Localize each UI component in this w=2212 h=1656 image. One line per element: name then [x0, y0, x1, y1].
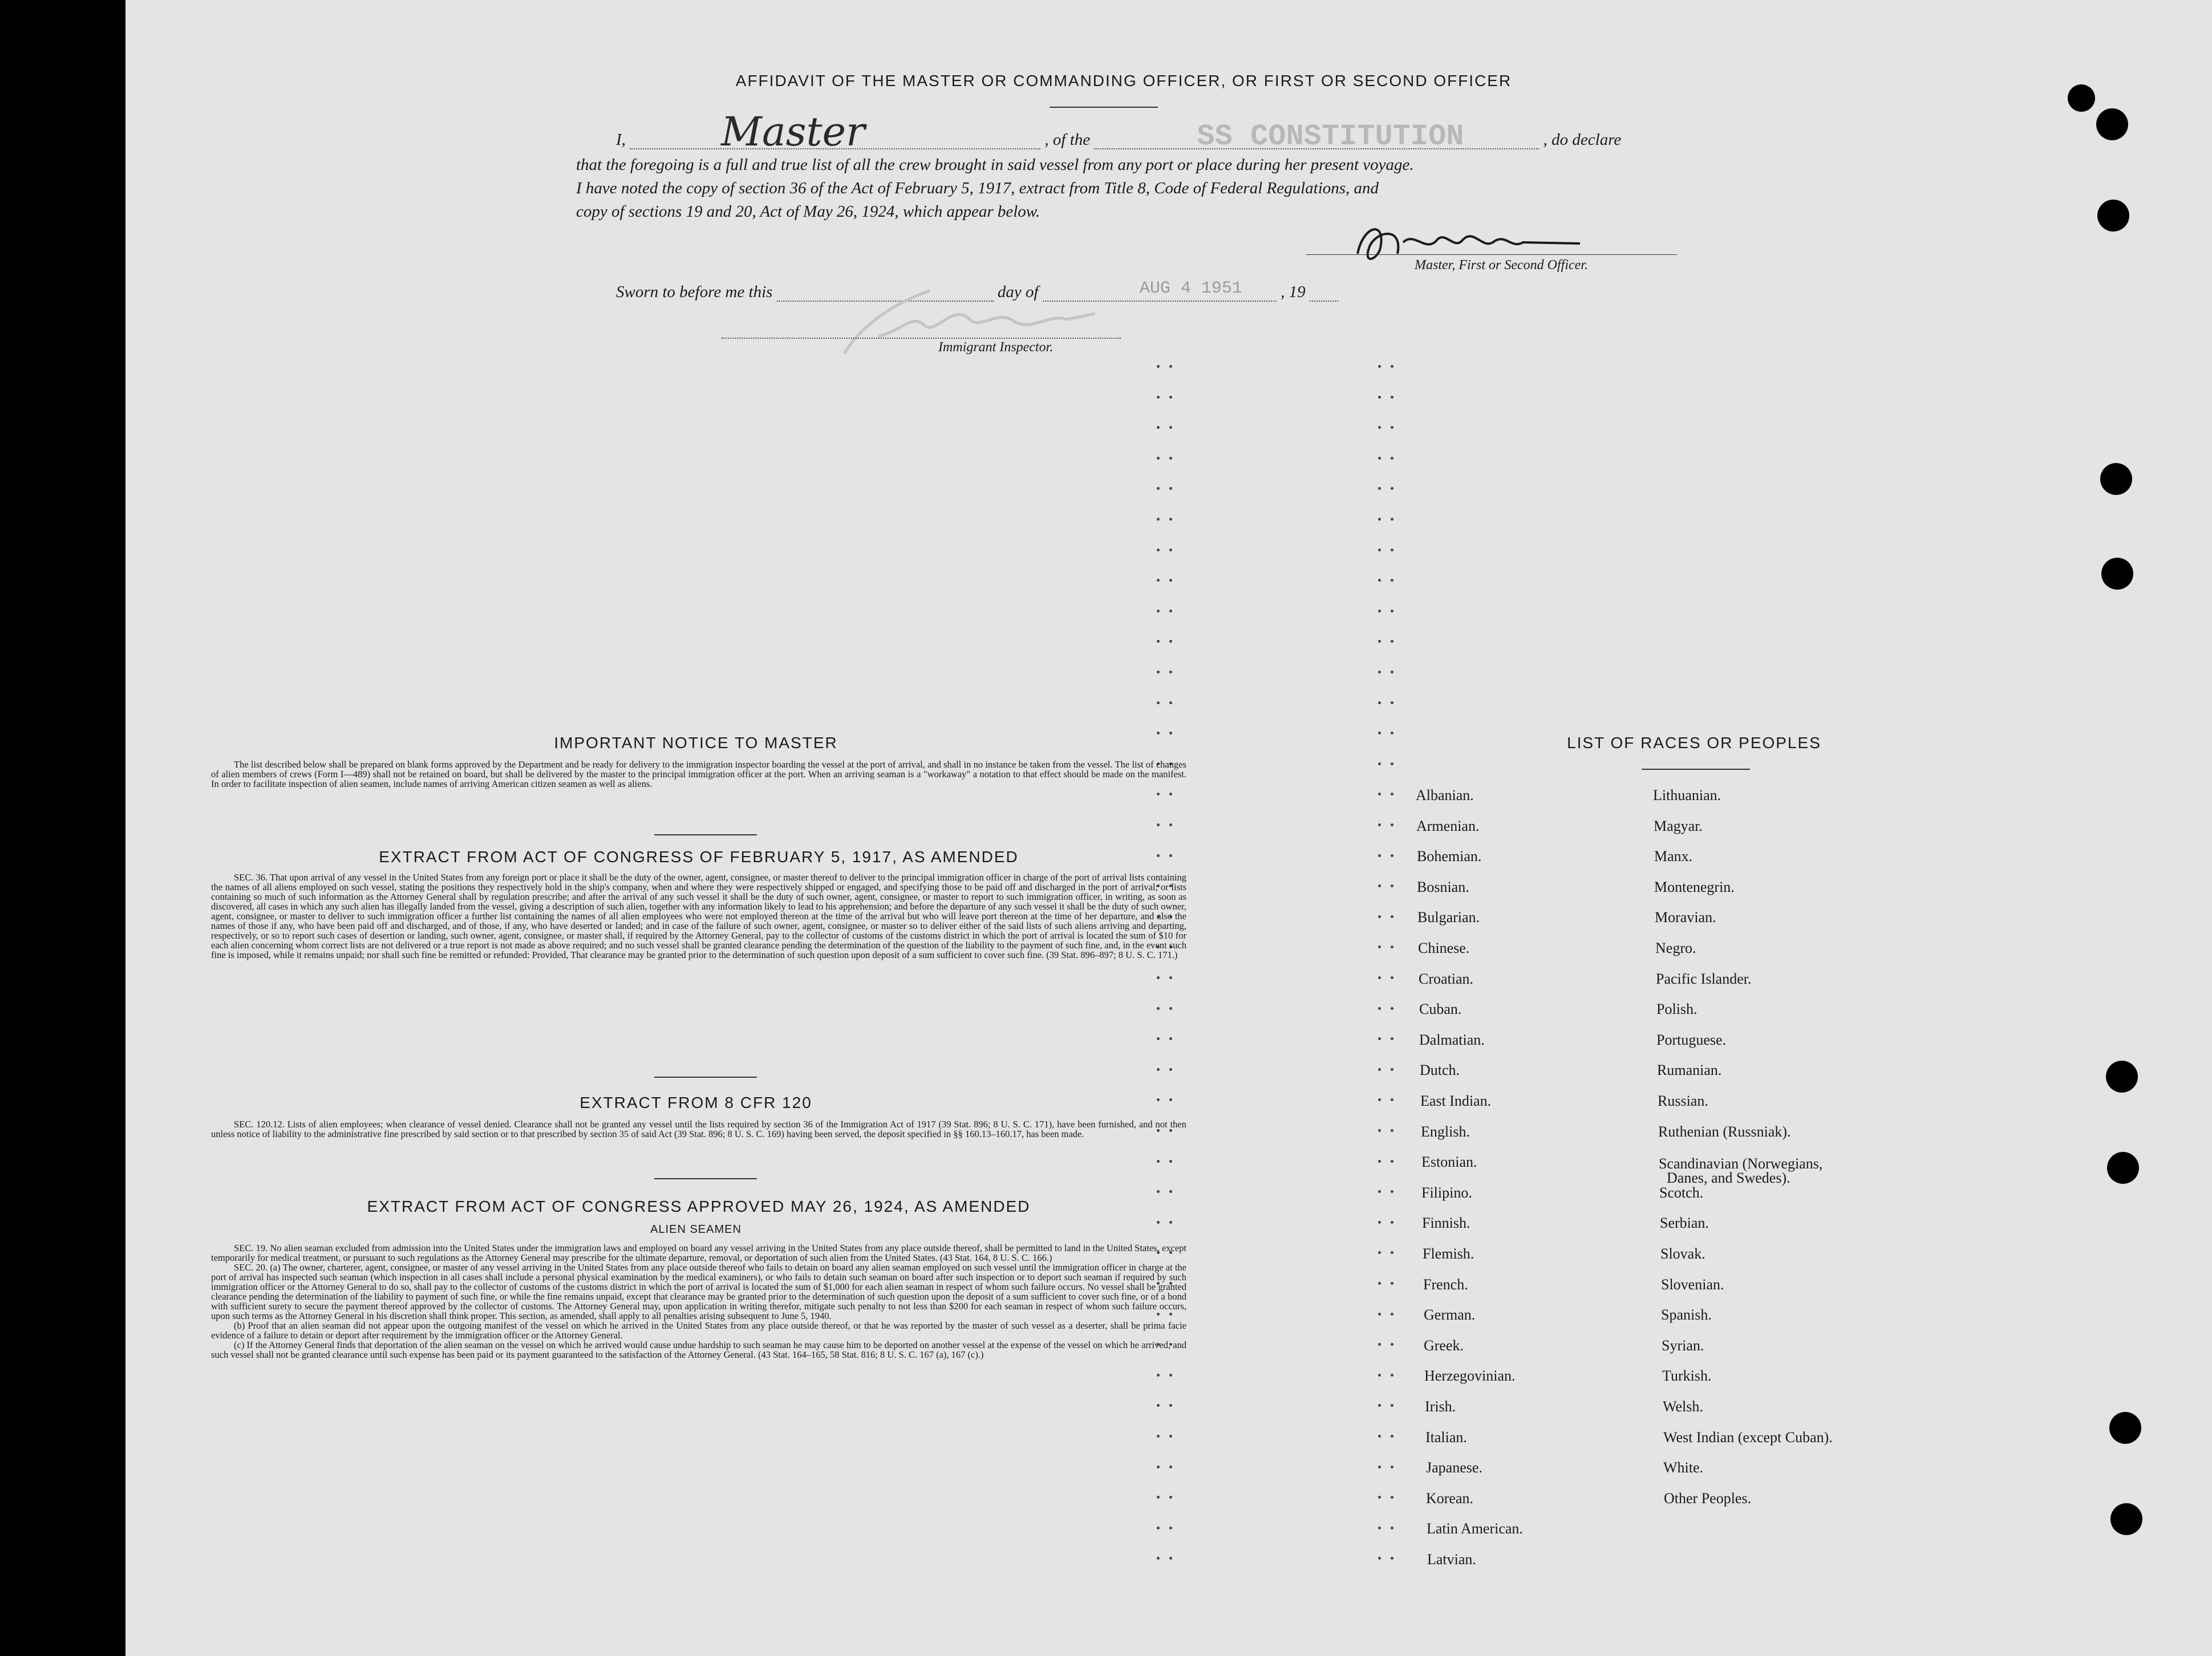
inspector-caption: Immigrant Inspector.	[938, 340, 1054, 355]
guide-dot	[1157, 1557, 1160, 1560]
affidavit-line-4: copy of sections 19 and 20, Act of May 26, 1924, which appear below.	[576, 202, 1040, 221]
guide-dot	[1391, 1527, 1393, 1529]
document-page	[125, 0, 2212, 1656]
guide-dot	[1169, 701, 1172, 704]
race-item: Polish.	[1656, 1001, 1698, 1018]
race-item: Moravian.	[1655, 909, 1716, 926]
guide-dot	[1378, 1251, 1381, 1254]
guide-dot	[1391, 579, 1393, 582]
race-item: Montenegrin.	[1654, 878, 1735, 895]
guide-dot	[1169, 1435, 1172, 1438]
guide-dot	[1378, 518, 1381, 521]
guide-dot	[1157, 1068, 1160, 1071]
guide-dot	[1378, 732, 1381, 734]
race-item: Negro.	[1655, 940, 1696, 956]
guide-dot	[1169, 1068, 1172, 1071]
punch-hole	[2100, 463, 2132, 495]
year-label: , 19	[1281, 283, 1306, 301]
race-item: Greek.	[1424, 1337, 1464, 1354]
race-item: Lithuanian.	[1653, 787, 1721, 803]
race-item: Dalmatian.	[1419, 1031, 1485, 1048]
guide-dot	[1378, 976, 1381, 979]
affidavit-line-2: that the foregoing is a full and true list of all the crew brought in said vessel from any port or place during her present voyage.	[576, 156, 1414, 174]
race-item: Scandinavian (Norwegians,	[1659, 1155, 1823, 1172]
guide-dot	[1157, 1160, 1160, 1163]
guide-dot	[1378, 640, 1381, 643]
guide-dot	[1157, 976, 1160, 979]
guide-dot	[1157, 823, 1160, 826]
guide-dot	[1169, 1190, 1172, 1193]
races-title: LIST OF RACES OR PEOPLES	[1567, 734, 1821, 752]
guide-dot	[1157, 1435, 1160, 1438]
guide-dot	[1378, 457, 1381, 460]
guide-dot	[1169, 976, 1172, 979]
guide-dot	[1378, 1435, 1381, 1438]
i-label: I,	[616, 131, 626, 149]
guide-dot	[1378, 671, 1381, 673]
guide-dot	[1157, 1037, 1160, 1040]
guide-dot	[1391, 365, 1393, 368]
extract-cfr-rule	[654, 1178, 757, 1179]
guide-dot	[1169, 610, 1172, 612]
race-item: Flemish.	[1423, 1245, 1474, 1262]
extract-cfr-title: EXTRACT FROM 8 CFR 120	[580, 1094, 812, 1111]
guide-dot	[1391, 945, 1393, 948]
race-item: Dutch.	[1420, 1062, 1460, 1079]
guide-dot	[1378, 1496, 1381, 1499]
notice-body: The list described below shall be prepared on blank forms approved by the Department and be ready for delivery to the immigration inspector boarding the vessel at the port of arrival, and shall in no instance be taken from the vessel. The list of changes of alien members of crews (Form I—489) shall not be retained on board, but shall be delivered by the master to the principal immigration officer at the port. When an arriving seaman is a "workaway" a notation to that effect should be made on the manifest. In order to facilitate inspection of alien seamen, include names of arriving American citizen seamen as well as aliens.	[211, 759, 1186, 789]
date-stamp: AUG 4 1951	[1139, 279, 1242, 298]
guide-dot	[1391, 854, 1393, 857]
guide-dot	[1378, 1282, 1381, 1285]
guide-dot	[1169, 1098, 1172, 1101]
guide-dot	[1157, 732, 1160, 734]
of-the-label: , of the	[1044, 131, 1091, 149]
extract-1917-title: EXTRACT FROM ACT OF CONGRESS OF FEBRUARY 5, 1917, AS AMENDED	[379, 848, 1019, 866]
notice-rule	[654, 834, 757, 835]
guide-dot	[1157, 1466, 1160, 1468]
affidavit-title: AFFIDAVIT OF THE MASTER OR COMMANDING OFFICER, OR FIRST OR SECOND OFFICER	[735, 72, 1512, 90]
race-item: Japanese.	[1426, 1459, 1482, 1476]
guide-dot	[1378, 884, 1381, 887]
guide-dot	[1169, 518, 1172, 521]
race-item: Armenian.	[1416, 817, 1480, 834]
race-item: Ruthenian (Russniak).	[1658, 1123, 1791, 1140]
race-item: French.	[1423, 1276, 1468, 1293]
guide-dot	[1391, 610, 1393, 612]
race-item: Russian.	[1658, 1093, 1708, 1109]
guide-dot	[1378, 579, 1381, 582]
race-item: Albanian.	[1416, 787, 1474, 803]
guide-dot	[1378, 1557, 1381, 1560]
guide-dot	[1378, 1343, 1381, 1346]
guide-dot	[1391, 1496, 1393, 1499]
guide-dot	[1157, 426, 1160, 429]
race-item: Bosnian.	[1417, 878, 1469, 895]
rank-field	[630, 108, 1040, 155]
guide-dot	[1391, 1557, 1393, 1560]
sworn-label: Sworn to before me this	[616, 283, 773, 301]
race-item: White.	[1663, 1459, 1704, 1476]
guide-dot	[1169, 579, 1172, 582]
guide-dot	[1169, 793, 1172, 795]
guide-dot	[1378, 915, 1381, 918]
guide-dot	[1391, 1466, 1393, 1468]
year-field	[1310, 283, 1338, 302]
guide-dot	[1391, 1190, 1393, 1193]
race-item: Herzegovinian.	[1424, 1367, 1516, 1385]
guide-dot	[1391, 701, 1393, 704]
race-item: Chinese.	[1418, 940, 1470, 956]
race-item: Cuban.	[1419, 1001, 1462, 1018]
guide-dot	[1378, 1527, 1381, 1529]
guide-dot	[1169, 549, 1172, 551]
guide-dot	[1378, 701, 1381, 704]
guide-dot	[1391, 976, 1393, 979]
sec-20b-text: (b) Proof that an alien seaman did not appear upon the outgoing manifest of the vessel on which he arrived in the United States from any place outside thereof, or that he was reported by the master of such vessel as a deserter, shall be prima facie evidence of a failure to detain or deport after requirement by the immigration officer or the Attorney General.	[211, 1320, 1186, 1341]
guide-dot	[1157, 549, 1160, 551]
guide-dot	[1391, 884, 1393, 887]
guide-dot	[1391, 793, 1393, 795]
race-item: Serbian.	[1660, 1215, 1709, 1232]
guide-dot	[1157, 1221, 1160, 1224]
guide-dot	[1391, 1037, 1393, 1040]
guide-dot	[1157, 1496, 1160, 1499]
punch-hole	[2110, 1503, 2142, 1535]
race-item: Scotch.	[1659, 1184, 1704, 1201]
race-item: German.	[1424, 1306, 1476, 1324]
guide-dot	[1378, 365, 1381, 368]
guide-dot	[1169, 640, 1172, 643]
guide-dot	[1391, 518, 1393, 521]
race-item: English.	[1421, 1123, 1470, 1140]
guide-dot	[1378, 945, 1381, 948]
guide-dot	[1169, 1221, 1172, 1224]
race-item: Rumanian.	[1657, 1062, 1722, 1079]
guide-dot	[1391, 487, 1393, 490]
guide-dot	[1391, 396, 1393, 399]
guide-dot	[1378, 1221, 1381, 1224]
extract-1924-subtitle: ALIEN SEAMEN	[650, 1223, 742, 1236]
inspector-line	[722, 338, 1121, 339]
guide-dot	[1391, 1343, 1393, 1346]
guide-dot	[1391, 1129, 1393, 1132]
guide-dot	[1169, 823, 1172, 826]
sec-20c-text: (c) If the Attorney General finds that deportation of the alien seaman on the vessel on which he arrived would cause undue hardship to such seaman he may cause him to be deported on another vessel at the expense of the vessel on which he arrived, and such vessel shall not be granted clearance until such expense has been paid or its payment guaranteed to the satisfaction of the Attorney General. (43 Stat. 164–165, 58 Stat. 816; 8 U. S. C. 167 (a), 167 (c).)	[211, 1340, 1186, 1360]
race-item: Slovenian.	[1661, 1276, 1724, 1293]
notice-title: IMPORTANT NOTICE TO MASTER	[554, 734, 838, 752]
guide-dot	[1378, 1466, 1381, 1468]
guide-dot	[1391, 457, 1393, 460]
guide-dot	[1157, 1190, 1160, 1193]
guide-dot	[1378, 854, 1381, 857]
guide-dot	[1169, 365, 1172, 368]
guide-dot	[1391, 1007, 1393, 1010]
guide-dot	[1169, 426, 1172, 429]
guide-dot	[1391, 640, 1393, 643]
guide-dot	[1391, 1282, 1393, 1285]
guide-dot	[1391, 1160, 1393, 1163]
guide-dot	[1391, 426, 1393, 429]
race-item: West Indian (except Cuban).	[1663, 1428, 1833, 1446]
punch-hole	[2068, 84, 2095, 112]
guide-dot	[1169, 1466, 1172, 1468]
punch-hole	[2101, 558, 2133, 590]
guide-dot	[1378, 1374, 1381, 1377]
race-item: Pacific Islander.	[1656, 970, 1752, 987]
guide-dot	[1391, 915, 1393, 918]
guide-dot	[1378, 762, 1381, 765]
guide-dot	[1157, 457, 1160, 460]
guide-dot	[1378, 823, 1381, 826]
race-item: Irish.	[1425, 1398, 1456, 1415]
guide-dot	[1378, 1068, 1381, 1071]
race-item: Bulgarian.	[1417, 909, 1480, 926]
guide-dot	[1391, 823, 1393, 826]
race-item: Latin American.	[1427, 1520, 1523, 1537]
guide-dot	[1169, 487, 1172, 490]
signature-line	[1306, 254, 1677, 255]
guide-dot	[1157, 701, 1160, 704]
affidavit-line-3: I have noted the copy of section 36 of the Act of February 5, 1917, extract from Title 8, Code of Federal Regulations, and	[576, 179, 1379, 197]
race-item: Danes, and Swedes).	[1667, 1170, 1790, 1186]
guide-dot	[1169, 396, 1172, 399]
race-item: East Indian.	[1420, 1093, 1492, 1109]
guide-dot	[1169, 1496, 1172, 1499]
race-item: Turkish.	[1662, 1367, 1712, 1385]
guide-dot	[1157, 518, 1160, 521]
race-item: Welsh.	[1663, 1398, 1703, 1415]
guide-dot	[1391, 1435, 1393, 1438]
guide-dot	[1378, 793, 1381, 795]
race-item: Croatian.	[1419, 970, 1474, 987]
guide-dot	[1391, 1221, 1393, 1224]
extract-1917-rule	[654, 1077, 757, 1078]
guide-dot	[1378, 1160, 1381, 1163]
vessel-stamp: SS CONSTITUTION	[1197, 120, 1464, 153]
guide-dot	[1391, 1404, 1393, 1407]
extract-1924-title: EXTRACT FROM ACT OF CONGRESS APPROVED MAY 26, 1924, AS AMENDED	[367, 1198, 1031, 1215]
race-item: Syrian.	[1662, 1337, 1704, 1354]
race-item: Portuguese.	[1656, 1031, 1727, 1048]
guide-dot	[1169, 1527, 1172, 1529]
guide-dot	[1391, 671, 1393, 673]
punch-hole	[2109, 1412, 2141, 1444]
guide-dot	[1169, 732, 1172, 734]
guide-dot	[1169, 457, 1172, 460]
guide-dot	[1157, 1098, 1160, 1101]
vessel-field	[1094, 120, 1539, 153]
guide-dot	[1391, 762, 1393, 765]
race-item: Korean.	[1426, 1489, 1474, 1507]
extract-1917-body: SEC. 36. That upon arrival of any vessel in the United States from any foreign port or place it shall be the duty of the owner, agent, consignee, or master thereof to deliver to the principal immigration officer in charge of the port of arrival lists containing the names of all aliens employed on such vessel, stating the positions they respectively hold in the ship's company, when and where they were respectively shipped or engaged, and specifying those to be paid off and discharged in the port of arrival; or lists containing so much of such information as the Attorney General shall by regulation prescribe; and after the arrival of any such vessel it shall be the duty of such owner, agent, consignee, or master to report to such immigration officer, in writing, as soon as discovered, all cases in which any such alien has illegally landed from the vessel, giving a description of such alien, together with any information likely to lead to his apprehension; and before the departure of any such vessel it shall be the duty of such owner, agent, consignee, or master to deliver to such immigration officer a further list containing the names of all alien employees who were not employed thereon at the time of the arrival but who will leave port thereon at the time of her departure, and also the names of those if any, who have been paid off and discharged, and of those, if any, who have deserted or landed; and in case of the failure of such owner, agent, consignee, or master so to deliver either of the said lists of such aliens arriving and departing, respectively, or so to report such cases of desertion or landing, such owner, agent, consignee, or master shall, if required by the Attorney General, pay to the collector of customs of the customs district in which the port of arrival is located the sum of $10 for each alien concerning whom correct lists are not delivered or a true report is not made as above required; and no such vessel shall be granted clearance pending the determination of the question of the liability to the payment of such fine, and, in the event such fine is imposed, while it remains unpaid; nor shall such fine be remitted or refunded: Provided, That clearance may be granted prior to the determination of such question upon deposit of a sum sufficient to cover such fine. (39 Stat. 896–897; 8 U. S. C. 171.)	[211, 872, 1186, 960]
race-item: Other Peoples.	[1664, 1489, 1752, 1507]
guide-dot	[1378, 426, 1381, 429]
punch-hole	[2097, 200, 2129, 232]
race-item: Latvian.	[1427, 1551, 1476, 1568]
race-item: Slovak.	[1660, 1245, 1705, 1262]
guide-dot	[1378, 396, 1381, 399]
extract-cfr-body: SEC. 120.12. Lists of alien employees; when clearance of vessel denied. Clearance shall not be granted any vessel until the lists required by section 36 of the Immigration Act of 1917 (39 Stat. 896; 8 U. S. C. 171), have been furnished, and not then unless notice of liability to the administrative fine prescribed by said section or to that prescribed by section 35 of said Act (39 Stat. 896; 8 U. S. C. 169) having been served, the deposit specified in §§ 160.13–160.17, has been made.	[211, 1119, 1186, 1139]
races-rule	[1642, 769, 1750, 770]
race-item: Manx.	[1654, 848, 1693, 865]
guide-dot	[1391, 549, 1393, 551]
title-rule	[1050, 107, 1158, 108]
guide-dot	[1157, 579, 1160, 582]
race-item: Italian.	[1425, 1428, 1467, 1446]
guide-dot	[1169, 1557, 1172, 1560]
guide-dot	[1378, 1037, 1381, 1040]
punch-hole	[2106, 1061, 2138, 1093]
guide-dot	[1157, 793, 1160, 795]
guide-dot	[1157, 396, 1160, 399]
guide-dot	[1157, 671, 1160, 673]
guide-dot	[1378, 1190, 1381, 1193]
day-of-label: day of	[997, 283, 1039, 301]
extract-1924-body	[211, 1243, 1186, 1359]
guide-dot	[1378, 1007, 1381, 1010]
guide-dot	[1157, 610, 1160, 612]
guide-dot	[1157, 365, 1160, 368]
guide-dot	[1378, 1313, 1381, 1316]
guide-dot	[1157, 487, 1160, 490]
guide-dot	[1391, 732, 1393, 734]
signature-caption: Master, First or Second Officer.	[1415, 258, 1588, 273]
guide-dot	[1378, 549, 1381, 551]
guide-dot	[1169, 1404, 1172, 1407]
guide-dot	[1169, 1037, 1172, 1040]
guide-dot	[1378, 487, 1381, 490]
guide-dot	[1378, 1404, 1381, 1407]
guide-dot	[1378, 610, 1381, 612]
punch-hole	[2096, 108, 2128, 140]
race-item: Magyar.	[1654, 817, 1703, 834]
affidavit-line-1	[616, 108, 1622, 155]
do-declare-label: , do declare	[1543, 131, 1622, 149]
race-item: Bohemian.	[1417, 848, 1482, 865]
guide-dot	[1169, 1007, 1172, 1010]
guide-dot	[1378, 1129, 1381, 1132]
race-item: Spanish.	[1661, 1306, 1712, 1324]
punch-hole	[2107, 1152, 2139, 1184]
guide-dot	[1169, 1374, 1172, 1377]
guide-dot	[1391, 1374, 1393, 1377]
sec-19-text: SEC. 19. No alien seaman excluded from admission into the United States under the immigration laws and employed on board any vessel arriving in the United States from any place outside thereof, shall be permitted to land in the United States, except temporarily for medical treatment, or pursuant to such regulations as the Attorney General may prescribe for the ultimate departure, removal, or deportation of such alien from the United States. (43 Stat. 164, 8 U. S. C. 166.)	[211, 1243, 1186, 1263]
race-item: Filipino.	[1421, 1184, 1472, 1201]
handwritten-rank: Master	[721, 108, 865, 155]
guide-dot	[1157, 640, 1160, 643]
guide-dot	[1169, 671, 1172, 673]
race-item: Finnish.	[1422, 1215, 1470, 1232]
guide-dot	[1169, 1160, 1172, 1163]
guide-dot	[1391, 1098, 1393, 1101]
race-item: Estonian.	[1421, 1154, 1477, 1171]
sec-20a-text: SEC. 20. (a) The owner, charterer, agent, consignee, or master of any vessel arriving in the United States from any place outside thereof who fails to detain on board any alien seaman employed on such vessel until the immigration officer in charge at the port of arrival has inspected such seaman (which inspection in all cases shall include a personal physical examination by the medical examiners), or who fails to detain such seaman on board after such inspection or to deport such seaman if required by such immigration officer or the Attorney General to do so, shall pay to the collector of customs of the customs district in which the port of arrival is located the sum of $1,000 for each alien seaman in respect of whom such failure occurs. No vessel shall be granted clearance pending the determination of the liability to payment of such fine, or while the fine remains unpaid, except that clearance may be granted prior to the determination of such question upon the deposit of a sum sufficient to cover such fine, or of a bond with sufficient surety to secure the payment thereof approved by the collector of customs. The Attorney General may, upon application in writing therefor, mitigate such penalty to not less than $200 for each seaman in respect of whom such failure occurs, upon such terms as the Attorney General in his discretion shall think proper. This section, as amended, shall apply to all penalties arising subsequent to June 5, 1940.	[211, 1262, 1186, 1321]
guide-dot	[1157, 1527, 1160, 1529]
guide-dot	[1391, 1313, 1393, 1316]
guide-dot	[1391, 1068, 1393, 1071]
guide-dot	[1157, 1404, 1160, 1407]
guide-dot	[1391, 1251, 1393, 1254]
guide-dot	[1157, 1374, 1160, 1377]
guide-dot	[1157, 1007, 1160, 1010]
guide-dot	[1378, 1098, 1381, 1101]
